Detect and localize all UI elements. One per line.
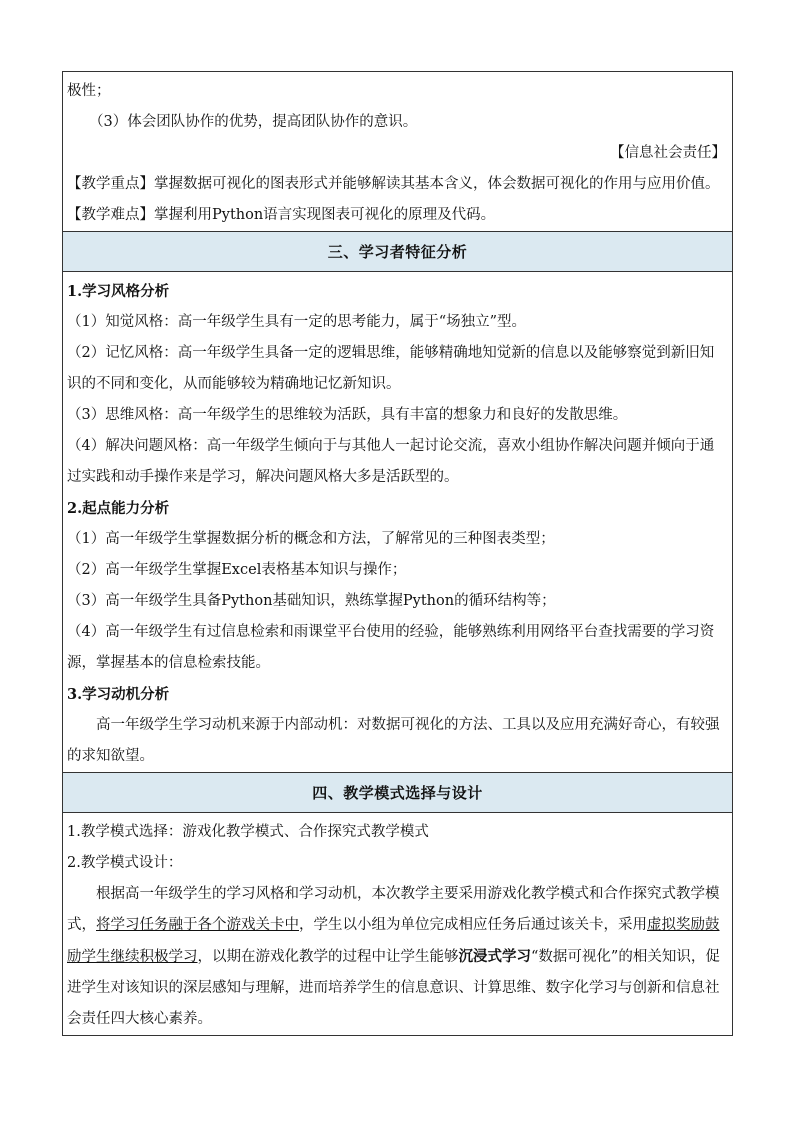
paragraph-text: ，以期在游戏化教学的过程中让学生能够	[197, 949, 459, 965]
learning-style-item: （4）解决问题风格：高一年级学生倾向于与其他人一起讨论交流，喜欢小组协作解决问题并倾向于通过实践和动手操作来是学习，解决问题风格大多是活跃型的。	[67, 438, 715, 485]
key-point	[67, 169, 728, 200]
paragraph-text: ，学生以小组为单位完成相应任务后通过该关卡，采用	[299, 917, 647, 933]
lesson-plan-table	[62, 71, 733, 1036]
section-3-heading: 三、学习者特征分析	[63, 231, 732, 272]
underlined-phrase-2: 虚拟奖励鼓励学生继续积极学习	[67, 917, 720, 965]
motivation-text: 高一年级学生学习动机来源于内部动机：对数据可视化的方法、工具以及应用充满好奇心，有较强的求知欲望。	[67, 717, 720, 764]
difficult-point	[67, 200, 728, 231]
learning-style-heading: 1.学习风格分析	[67, 283, 170, 300]
learning-style-item: （2）记忆风格：高一年级学生具备一定的逻辑思维，能够精确地知觉新的信息以及能够察觉到新旧知识的不同和变化，从而能够较为精确地记忆新知识。	[67, 345, 715, 392]
paragraph-text: “数据可视化”的相关知识，促进学生对该知识的深层感知与理解，进而培养学生的信息意识、计算思维、数字化学习与创新和信息社会责任四大核心素养。	[67, 949, 720, 1027]
motivation-heading: 3.学习动机分析	[67, 686, 170, 703]
underlined-phrase-1: 将学习任务融于各个游戏关卡中	[96, 917, 299, 933]
starting-ability-item: （4）高一年级学生有过信息检索和雨课堂平台使用的经验，能够熟练利用网络平台查找需要的学习资源，掌握基本的信息检索技能。	[67, 624, 715, 671]
section-4-heading: 四、教学模式选择与设计	[63, 772, 732, 813]
starting-ability-item: （1）高一年级学生掌握数据分析的概念和方法，了解常见的三种图表类型；	[67, 531, 555, 547]
starting-ability-heading: 2.起点能力分析	[67, 500, 170, 517]
learner-analysis	[63, 272, 732, 772]
objective-tag: 【信息社会责任】	[610, 145, 726, 161]
bold-phrase: 沉浸式学习	[458, 948, 531, 965]
objective-line: 极性；	[67, 83, 111, 99]
mode-selection: 1.教学模式选择：游戏化教学模式、合作探究式教学模式	[67, 824, 429, 840]
learning-style-item: （1）知觉风格：高一年级学生具有一定的思考能力，属于“场独立”型。	[67, 314, 527, 330]
objectives-continued	[63, 72, 732, 231]
paragraph-text: 根据高一年级学生的学习风格和学习动机，本次教学主要采用游戏化教学模式和合作探究式教学模式，	[67, 886, 720, 933]
starting-ability-item: （3）高一年级学生具备Python基础知识，熟练掌握Python的循环结构等；	[67, 593, 556, 609]
starting-ability-item: （2）高一年级学生掌握Excel表格基本知识与操作；	[67, 562, 407, 578]
mode-design-paragraph	[67, 879, 728, 1035]
difficult-point-text: 掌握利用Python语言实现图表可视化的原理及代码。	[154, 207, 496, 223]
mode-design-heading: 2.教学模式设计：	[67, 855, 183, 871]
objective-item-3: （3）体会团队协作的优势，提高团队协作的意识。	[89, 114, 418, 130]
learning-style-item: （3）思维风格：高一年级学生的思维较为活跃，具有丰富的想象力和良好的发散思维。	[67, 407, 628, 423]
difficult-point-label: 【教学难点】	[67, 207, 154, 223]
teaching-mode	[63, 813, 732, 1035]
key-point-text: 掌握数据可视化的图表形式并能够解读其基本含义，体会数据可视化的作用与应用价值。	[154, 176, 720, 192]
key-point-label: 【教学重点】	[67, 176, 154, 192]
